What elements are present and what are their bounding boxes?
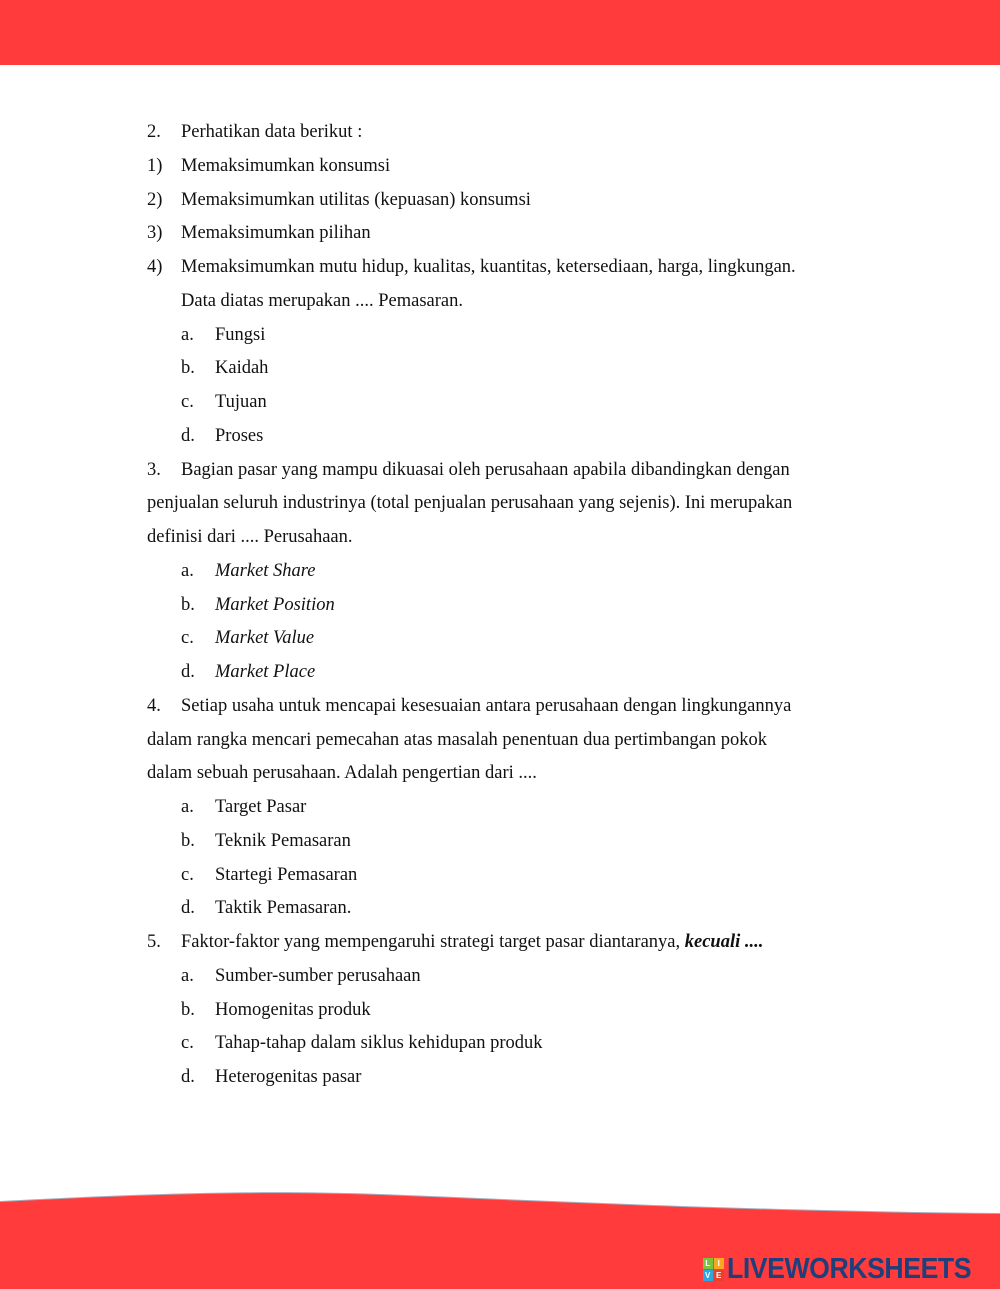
question-4-stem xyxy=(147,690,847,724)
list-item xyxy=(147,150,847,184)
header-band xyxy=(0,0,1000,65)
question-2-prompt: Data diatas merupakan .... Pemasaran. xyxy=(181,290,464,311)
option-text: Teknik Pemasaran xyxy=(215,830,351,851)
option-letter: d. xyxy=(181,898,195,919)
option-text: Tahap-tahap dalam siklus kehidupan produk xyxy=(215,1033,543,1054)
question-text: Setiap usaha untuk mencapai kesesuaian antara perusahaan dengan lingkungannya xyxy=(181,695,792,716)
option-a[interactable] xyxy=(147,791,847,825)
option-letter: a. xyxy=(181,560,194,581)
option-letter: a. xyxy=(181,797,194,817)
option-text: Homogenitas produk xyxy=(215,999,371,1020)
option-letter: d. xyxy=(181,662,195,682)
option-b[interactable] xyxy=(147,994,847,1028)
option-letter: b. xyxy=(181,594,195,615)
question-number: 4. xyxy=(147,695,161,716)
option-letter: b. xyxy=(181,358,195,379)
question-5-stem xyxy=(147,926,847,960)
option-text: Tujuan xyxy=(215,392,267,412)
option-text: Kaidah xyxy=(215,358,269,379)
option-text: Sumber-sumber perusahaan xyxy=(215,965,421,986)
item-number: 2) xyxy=(147,189,163,210)
option-letter: c. xyxy=(181,864,194,885)
option-letter: c. xyxy=(181,1033,194,1054)
list-item xyxy=(147,217,847,251)
option-c[interactable] xyxy=(147,859,847,893)
option-d[interactable] xyxy=(147,892,847,926)
option-d[interactable] xyxy=(147,420,847,454)
option-b[interactable] xyxy=(147,825,847,859)
logo-icon xyxy=(703,1258,724,1281)
option-d[interactable] xyxy=(147,1061,847,1095)
question-4-stem-line: dalam sebuah perusahaan. Adalah pengertian dari .... xyxy=(147,763,537,784)
option-text: Fungsi xyxy=(215,324,266,345)
item-text: Memaksimumkan mutu hidup, kualitas, kuantitas, ketersediaan, harga, lingkungan. xyxy=(181,257,796,277)
option-text: Market Position xyxy=(215,594,335,615)
question-2-stem xyxy=(147,116,847,150)
option-c[interactable] xyxy=(147,1027,847,1061)
question-3-stem-line: definisi dari .... Perusahaan. xyxy=(147,527,353,547)
option-b[interactable] xyxy=(147,352,847,386)
option-c[interactable] xyxy=(147,386,847,420)
question-3-stem xyxy=(147,454,847,488)
question-emphasis: kecuali .... xyxy=(684,932,764,952)
option-letter: b. xyxy=(181,830,195,851)
liveworksheets-logo[interactable] xyxy=(703,1253,992,1286)
option-a[interactable] xyxy=(147,555,847,589)
option-b[interactable] xyxy=(147,589,847,623)
question-3-stem-line: penjualan seluruh industrinya (total penjualan perusahaan yang sejenis). Ini merupakan xyxy=(147,493,793,514)
option-text: Target Pasar xyxy=(215,797,307,817)
option-letter: a. xyxy=(181,965,194,986)
logo-tile: L xyxy=(703,1258,713,1269)
question-number: 3. xyxy=(147,459,161,480)
option-text: Market Value xyxy=(215,628,315,649)
option-letter: c. xyxy=(181,628,194,649)
option-text: Market Share xyxy=(215,560,316,581)
logo-tile: E xyxy=(714,1270,724,1281)
logo-tile: V xyxy=(703,1270,713,1281)
question-4-stem-line: dalam rangka mencari pemecahan atas masalah penentuan dua pertimbangan pokok xyxy=(147,729,768,750)
option-text: Startegi Pemasaran xyxy=(215,864,358,885)
item-text: Memaksimumkan utilitas (kepuasan) konsumsi xyxy=(181,189,531,210)
item-text: Memaksimumkan pilihan xyxy=(181,223,371,244)
option-letter: a. xyxy=(181,324,194,345)
question-text: Bagian pasar yang mampu dikuasai oleh perusahaan apabila dibandingkan dengan xyxy=(181,459,790,480)
logo-text: LIVEWORKSHEETS xyxy=(726,1253,971,1285)
option-c[interactable] xyxy=(147,622,847,656)
question-number: 5. xyxy=(147,932,161,952)
worksheet-content xyxy=(147,116,847,1095)
item-number: 1) xyxy=(147,155,163,176)
list-item xyxy=(147,251,847,285)
question-text: Faktor-faktor yang mempengaruhi strategi target pasar diantaranya, xyxy=(181,932,681,952)
item-number: 3) xyxy=(147,223,163,244)
question-number: 2. xyxy=(147,122,161,142)
list-item xyxy=(147,184,847,218)
option-text: Taktik Pemasaran. xyxy=(215,898,352,919)
option-letter: d. xyxy=(181,425,195,446)
option-text: Heterogenitas pasar xyxy=(215,1067,362,1087)
logo-tile: I xyxy=(714,1258,724,1269)
option-a[interactable] xyxy=(147,319,847,353)
option-letter: b. xyxy=(181,999,195,1020)
option-text: Proses xyxy=(215,425,264,446)
option-letter: d. xyxy=(181,1067,195,1087)
item-text: Memaksimumkan konsumsi xyxy=(181,155,391,176)
item-number: 4) xyxy=(147,257,163,277)
option-a[interactable] xyxy=(147,960,847,994)
question-text: Perhatikan data berikut : xyxy=(181,122,363,142)
option-letter: c. xyxy=(181,392,194,412)
option-text: Market Place xyxy=(215,662,316,682)
option-d[interactable] xyxy=(147,656,847,690)
